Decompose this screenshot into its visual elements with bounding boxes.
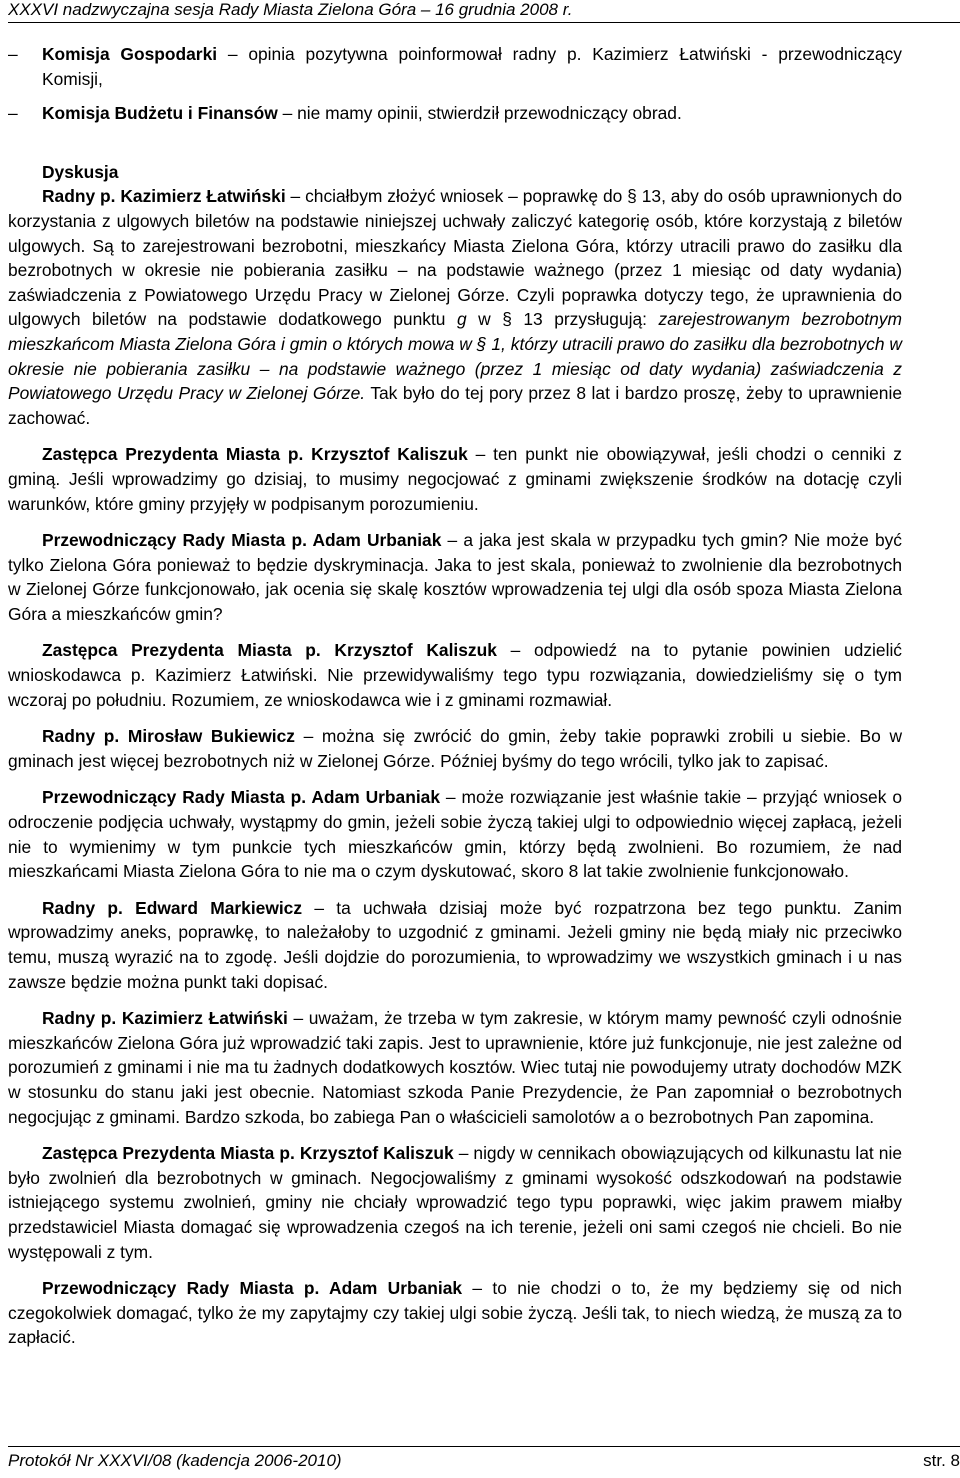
paragraph: Przewodniczący Rady Miasta p. Adam Urbaniak – może rozwiązanie jest właśnie takie – przyjąć wniosek o odroczenie podjęcia uchwały, wystąpmy do gmin, jeżeli sobie życzą takiej ulgi to odpowiednio więcej zapłacą, jeżeli nie to wymienimy w tym punkcie tych mieszkańców gmin, którzy będą zwolnieni. Bo rozumiem, że nad mieszkańcami Miasta Zielona Góra to nie ma o czym dyskutować, skoro 8 lat takie zwolnienie funkcjonowało. — [8, 787, 902, 882]
committee-name: Komisja Budżetu i Finansów — [42, 103, 278, 124]
speaker-name: Radny p. Mirosław Bukiewicz — [42, 726, 295, 747]
dash-bullet: – — [8, 44, 18, 64]
committee-name: Komisja Gospodarki — [42, 44, 218, 64]
page-header — [8, 0, 960, 23]
paragraph: Radny p. Kazimierz Łatwiński – chciałbym złożyć wniosek – poprawkę do § 13, aby do osób uprawnionych do korzystania z ulgowych biletów na podstawie niniejszej uchwały zaliczyć kategorię osób, które korzystają z biletów ulgowych. Są to zarejestrowani bezrobotni, mieszkańcy Miasta Zielona Góra, którzy utracili prawo do zasiłku dla bezrobotnych w okresie nie pobierania zasiłku – na podstawie ważnego (przez 1 miesiąc od daty wydania) zaświadczenia z Powiatowego Urzędu Pracy w Zielonej Górze. Czyli poprawka dotyczy tego, że uprawnienia do ulgowych biletów na podstawie dodatkowego punktu g w § 13 przysługują: zarejestrowanym bezrobotnym mieszkańcom Miasta Zielona Góra i gmin o których mowa w § 1, którzy utracili prawo do zasiłku dla bezrobotnych w okresie nie pobierania zasiłku – na podstawie ważnego (przez 1 miesiąc od daty wydania) zaświadczenia z Powiatowego Urzędu Pracy w Zielonej Górze. Tak było do tej pory przez 8 lat i bardzo proszę, żeby to uprawnienie zachować. — [8, 186, 903, 428]
list-item — [8, 42, 902, 91]
document-body — [8, 42, 902, 1362]
speaker-name: Przewodniczący Rady Miasta p. Adam Urbaniak — [42, 787, 440, 808]
paragraph: Zastępca Prezydenta Miasta p. Krzysztof Kaliszuk – odpowiedź na to pytanie powinien udzielić wnioskodawca p. Kazimierz Łatwiński. Nie przewidywaliśmy tego typu rozwiązania, dowiedzieliśmy się o tym wczoraj po południu. Rozumiem, ze wnioskodawca wie i z gminami rozmawiał. — [8, 640, 902, 710]
speaker-name: Radny p. Kazimierz Łatwiński — [42, 186, 286, 207]
paragraph: Przewodniczący Rady Miasta p. Adam Urbaniak – a jaka jest skala w przypadku tych gmin? Nie może być tylko Zielona Góra ponieważ to będzie dyskryminacja. Jaka to jest skala, ponieważ to zwolnienie dla bezrobotnych w Zielonej Górze funkcjonowało, jak ocenia się skalę kosztów wprowadzenia tej ulgi dla osób spoza Miasta Zielona Góra a mieszkańców gmin? — [8, 530, 903, 624]
speaker-name: Zastępca Prezydenta Miasta p. Krzysztof Kaliszuk — [42, 444, 468, 465]
footer-protocol-number: Protokół Nr XXXVI/08 (kadencja 2006-2010) — [8, 1451, 342, 1470]
speaker-name: Radny p. Kazimierz Łatwiński — [42, 1008, 288, 1029]
paragraph: Zastępca Prezydenta Miasta p. Krzysztof Kaliszuk – ten punkt nie obowiązywał, jeśli chodzi o cenniki z gminą. Jeśli wprowadzimy go dzisiaj, to musimy negocjować z gminami zwiększenie środków na dotację czyli warunków, które gminy przyjęły w podpisanym porozumieniu. — [8, 444, 902, 514]
quoted-amendment: zarejestrowanym bezrobotnym mieszkańcom Miasta Zielona Góra i gmin o których mowa w § 1, którzy utracili prawo do zasiłku dla bezrobotnych w okresie nie pobierania zasiłku – na podstawie ważnego (przez 1 miesiąc od daty wydania) zaświadczenia z Powiatowego Urzędu Pracy w Zielonej Górze. — [8, 309, 902, 404]
speaker-name: Przewodniczący Rady Miasta p. Adam Urbaniak — [42, 530, 442, 551]
paragraph: Radny p. Mirosław Bukiewicz – można się zwrócić do gmin, żeby takie poprawki zrobili u siebie. Bo w gminach jest więcej bezrobotnych niż w Zielonej Górze. Później byśmy do tego wrócili, tylko jak to zapisać. — [8, 726, 903, 771]
header-title: XXXVI nadzwyczajna sesja Rady Miasta Zielona Góra – 16 grudnia 2008 r. — [8, 0, 573, 19]
list-item — [8, 101, 902, 126]
page-footer — [8, 1446, 960, 1478]
section-heading: Dyskusja — [42, 161, 119, 182]
page-number: str. 8 — [923, 1451, 960, 1470]
dash-bullet: – — [8, 103, 18, 124]
paragraph: Zastępca Prezydenta Miasta p. Krzysztof Kaliszuk – nigdy w cennikach obowiązujących od kilkunastu lat nie było zwolnień dla bezrobotnych w gminach. Negocjowaliśmy z gminami wysokość odszkodowań na podstawie istniejącego systemu zwolnień, gminy nie chciały wprowadzić tego typu poprawki, więc jakim prawem miałby przedstawiciel Miasta domagać się wprowadzenia czegoś na ich terenie, jeżeli oni sami czegoś nie chcieli. Bo nie występowali z tym. — [8, 1143, 902, 1262]
list-item-text: – nie mamy opinii, stwierdził przewodniczący obrad. — [277, 103, 682, 124]
paragraph: Przewodniczący Rady Miasta p. Adam Urbaniak – to nie chodzi o to, że my będziemy się od nich czegokolwiek domagać, tylko że my zapytajmy czy takiej ulgi sobie życzą. Jeśli tak, to niech wiedzą, że muszą za to zapłacić. — [8, 1278, 902, 1348]
speaker-name: Przewodniczący Rady Miasta p. Adam Urbaniak — [42, 1278, 463, 1299]
paragraph: Radny p. Kazimierz Łatwiński – uważam, że trzeba w tym zakresie, w którym mamy pewność czyli odnośnie mieszkańców Zielona Góra już wprowadzić taki zapis. Jest to uprawnienie, które już funkcjonuje, nie jest zależne od porozumień z gminami i nie ma tu żadnych dodatkowych kosztów. Wiec tutaj nie powodujemy utraty dochodów MZK w stosunku do stanu jaki jest obecnie. Natomiast szkoda Panie Prezydencie, że Pan zapomniał o bezrobotnych negocjując z gminami. Bardzo szkoda, bo zabiega Pan o właścicieli samolotów a o bezrobotnych Pan zapomina. — [8, 1008, 902, 1127]
speaker-name: Radny p. Edward Markiewicz — [42, 897, 303, 918]
speaker-name: Zastępca Prezydenta Miasta p. Krzysztof Kaliszuk — [42, 1143, 454, 1164]
list-item-text: – opinia pozytywna poinformował radny p. Kazimierz Łatwiński - przewodniczący Komisji, — [42, 44, 902, 89]
speaker-name: Zastępca Prezydenta Miasta p. Krzysztof Kaliszuk — [42, 640, 497, 661]
paragraph: Radny p. Edward Markiewicz – ta uchwała dzisiaj może być rozpatrzona bez tego punktu. Zanim wprowadzimy aneks, poprawkę, to należałoby to uzgodnić z gminami. Jeżeli gminy nie będą miały nic przeciwko temu, muszą wyrazić na to zgodę. Jeśli dojdzie do porozumienia, to wprowadzimy we wszystkich gminach i u nas zawsze będzie można punkt taki dopisać. — [8, 897, 902, 992]
